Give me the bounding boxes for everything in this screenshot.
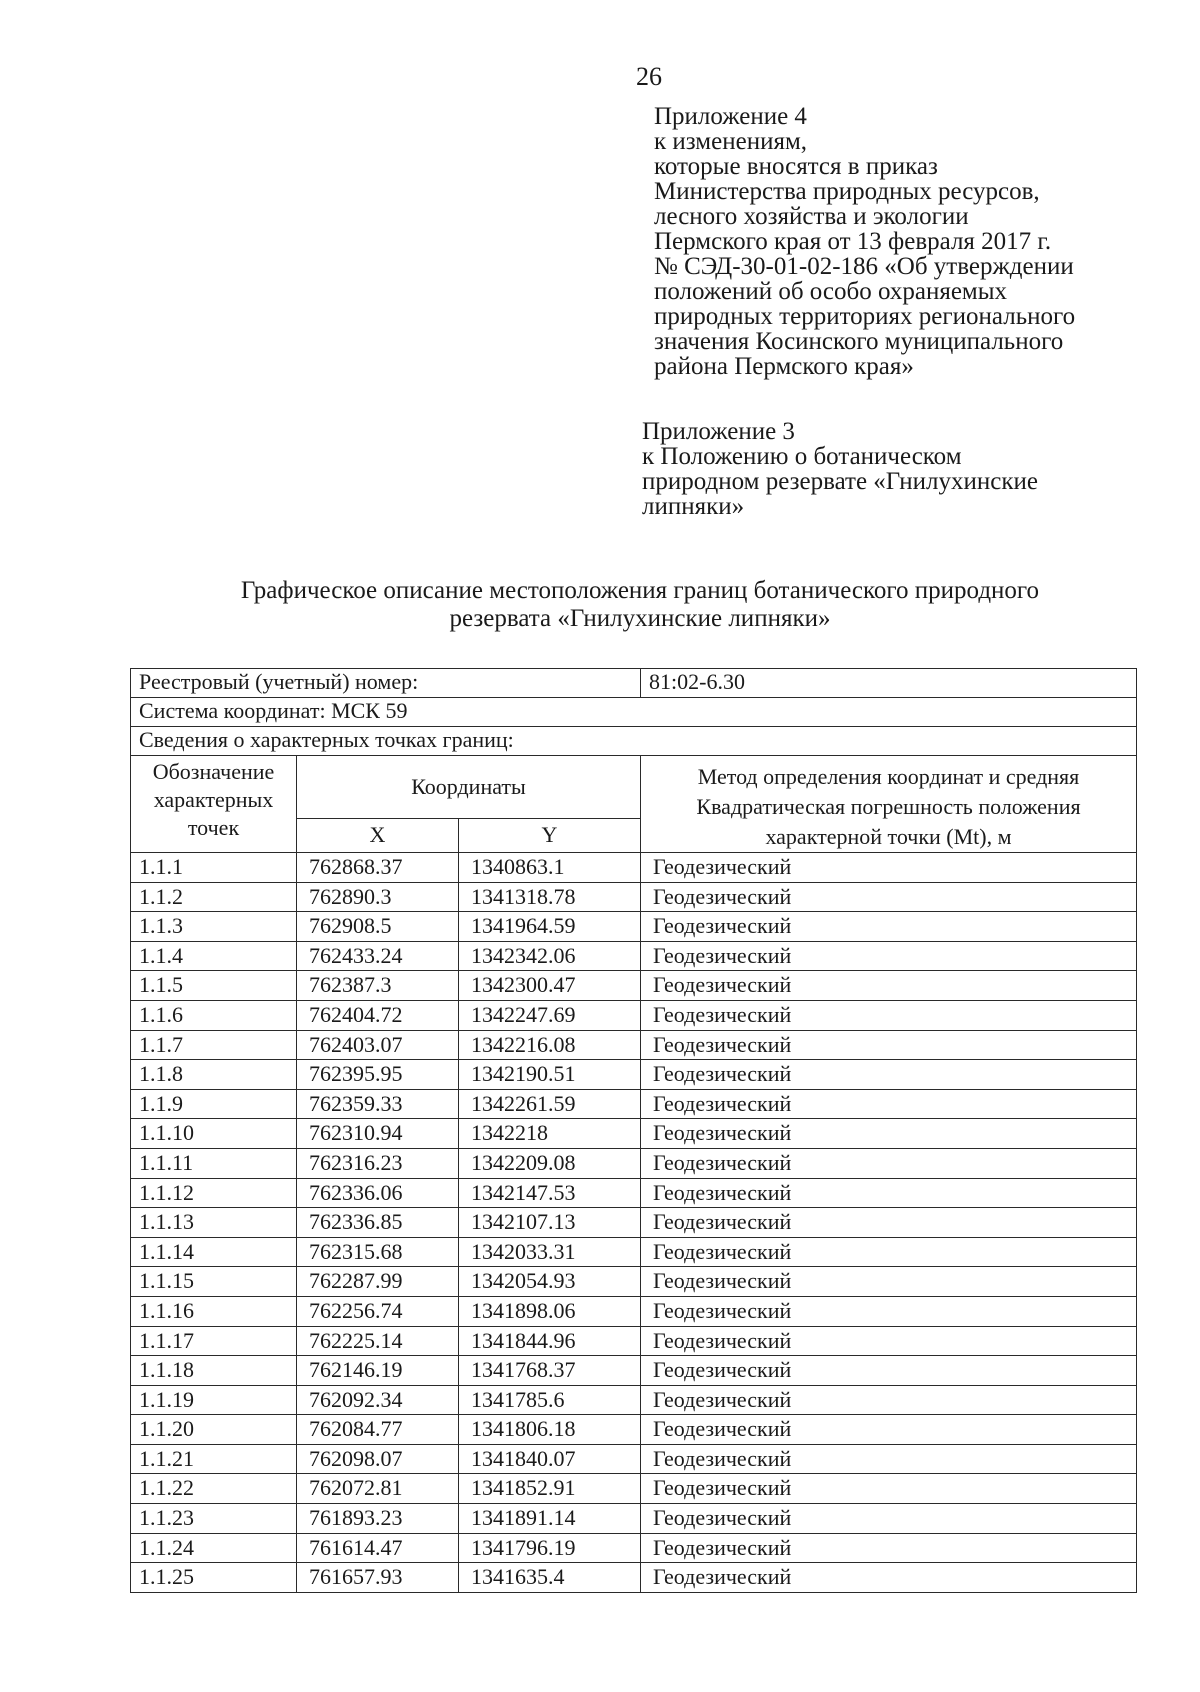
point-cell: 1.1.10 [131,1119,297,1149]
x-cell: 761657.93 [297,1563,459,1593]
x-cell: 762310.94 [297,1119,459,1149]
point-cell: 1.1.25 [131,1563,297,1593]
table-row [131,1000,1137,1030]
table-row [131,1385,1137,1415]
point-cell: 1.1.22 [131,1474,297,1504]
appendix-4-line: Пермского края от 13 февраля 2017 г. [654,228,1052,255]
x-cell: 762287.99 [297,1267,459,1297]
y-cell: 1341840.07 [459,1444,641,1474]
x-cell: 762433.24 [297,941,459,971]
page-number: 26 [636,62,662,91]
method-cell: Геодезический [641,971,1137,1001]
appendix-4-line: значения Косинского муниципального [654,328,1064,355]
method-cell: Геодезический [641,1385,1137,1415]
coord-system: Система координат: МСК 59 [131,698,1137,727]
y-cell: 1341785.6 [459,1385,641,1415]
table-row [131,1178,1137,1208]
x-cell: 761614.47 [297,1533,459,1563]
x-cell: 762404.72 [297,1000,459,1030]
table-row [131,1533,1137,1563]
registry-label: Реестровый (учетный) номер: [131,669,641,698]
document-title-line: Графическое описание местоположения границ ботанического природного [240,577,1040,604]
y-cell: 1341318.78 [459,882,641,912]
table-row [131,1237,1137,1267]
point-cell: 1.1.21 [131,1444,297,1474]
y-cell: 1342147.53 [459,1178,641,1208]
method-cell: Геодезический [641,941,1137,971]
y-cell: 1342190.51 [459,1060,641,1090]
x-cell: 762092.34 [297,1385,459,1415]
y-cell: 1342300.47 [459,971,641,1001]
y-cell: 1342216.08 [459,1030,641,1060]
table-row [131,1148,1137,1178]
x-cell: 762072.81 [297,1474,459,1504]
method-cell: Геодезический [641,1237,1137,1267]
x-cell: 762315.68 [297,1237,459,1267]
method-cell: Геодезический [641,1356,1137,1386]
appendix-3-line: липняки» [642,493,745,520]
x-cell: 762336.85 [297,1208,459,1238]
method-cell: Геодезический [641,882,1137,912]
table-row [131,882,1137,912]
table-row [131,971,1137,1001]
coordinates-table [130,668,1137,1593]
appendix-4-line: лесного хозяйства и экологии [654,203,969,230]
point-cell: 1.1.13 [131,1208,297,1238]
x-cell: 761893.23 [297,1504,459,1534]
document-title-line: резервата «Гнилухинские липняки» [449,605,831,632]
y-cell: 1342218 [459,1119,641,1149]
y-cell: 1340863.1 [459,853,641,883]
table-row [131,1089,1137,1119]
y-cell: 1341844.96 [459,1326,641,1356]
method-cell: Геодезический [641,1089,1137,1119]
method-cell: Геодезический [641,1533,1137,1563]
point-cell: 1.1.17 [131,1326,297,1356]
point-cell: 1.1.3 [131,912,297,942]
header-row [131,756,1137,819]
table-row [131,1060,1137,1090]
points-info-row [131,727,1137,756]
header-point: Обозначение характерных точек [131,756,297,853]
appendix-4-line: Министерства природных ресурсов, [654,178,1040,205]
table-row [131,853,1137,883]
appendix-3-header [642,419,1162,519]
method-cell: Геодезический [641,1504,1137,1534]
method-cell: Геодезический [641,1444,1137,1474]
y-cell: 1342054.93 [459,1267,641,1297]
x-cell: 762336.06 [297,1178,459,1208]
appendix-3-line: Приложение 3 [642,418,795,445]
table-row [131,1296,1137,1326]
table-row [131,1474,1137,1504]
point-cell: 1.1.6 [131,1000,297,1030]
x-cell: 762098.07 [297,1444,459,1474]
point-cell: 1.1.5 [131,971,297,1001]
table-row [131,941,1137,971]
point-cell: 1.1.9 [131,1089,297,1119]
table-row [131,1504,1137,1534]
y-cell: 1342342.06 [459,941,641,971]
method-cell: Геодезический [641,1060,1137,1090]
x-cell: 762403.07 [297,1030,459,1060]
point-cell: 1.1.8 [131,1060,297,1090]
y-cell: 1341898.06 [459,1296,641,1326]
appendix-4-line: природных территориях регионального [654,303,1076,330]
appendix-4-line: района Пермского края» [654,353,914,380]
registry-value: 81:02-6.30 [641,669,1137,698]
y-cell: 1341806.18 [459,1415,641,1445]
method-cell: Геодезический [641,1326,1137,1356]
points-info: Сведения о характерных точках границ: [131,727,1137,756]
registry-row [131,669,1137,698]
method-cell: Геодезический [641,1296,1137,1326]
x-cell: 762256.74 [297,1296,459,1326]
header-y: Y [459,818,641,852]
y-cell: 1342247.69 [459,1000,641,1030]
header-coordinates: Координаты [297,756,641,819]
table-row [131,1326,1137,1356]
y-cell: 1341635.4 [459,1563,641,1593]
method-cell: Геодезический [641,853,1137,883]
appendix-4-line: № СЭД-30-01-02-186 «Об утверждении [654,253,1074,280]
method-cell: Геодезический [641,1119,1137,1149]
y-cell: 1341768.37 [459,1356,641,1386]
table-row [131,1415,1137,1445]
document-title [130,577,1150,633]
point-cell: 1.1.23 [131,1504,297,1534]
point-cell: 1.1.19 [131,1385,297,1415]
method-cell: Геодезический [641,1415,1137,1445]
appendix-4-header [654,104,1174,379]
x-cell: 762890.3 [297,882,459,912]
x-cell: 762387.3 [297,971,459,1001]
point-cell: 1.1.14 [131,1237,297,1267]
point-cell: 1.1.11 [131,1148,297,1178]
x-cell: 762316.23 [297,1148,459,1178]
table-row [131,1119,1137,1149]
x-cell: 762084.77 [297,1415,459,1445]
method-cell: Геодезический [641,912,1137,942]
appendix-4-line: которые вносятся в приказ [654,153,938,180]
table-row [131,1563,1137,1593]
x-cell: 762225.14 [297,1326,459,1356]
y-cell: 1342261.59 [459,1089,641,1119]
appendix-3-line: природном резервате «Гнилухинские [642,468,1039,495]
header-method: Метод определения координат и средняя Квадратическая погрешность положения характерной точки (Mt), м [641,756,1137,853]
method-cell: Геодезический [641,1208,1137,1238]
method-cell: Геодезический [641,1148,1137,1178]
method-cell: Геодезический [641,1030,1137,1060]
y-cell: 1341891.14 [459,1504,641,1534]
x-cell: 762359.33 [297,1089,459,1119]
point-cell: 1.1.12 [131,1178,297,1208]
y-cell: 1341852.91 [459,1474,641,1504]
x-cell: 762146.19 [297,1356,459,1386]
appendix-4-line: Приложение 4 [654,103,807,130]
x-cell: 762395.95 [297,1060,459,1090]
method-cell: Геодезический [641,1178,1137,1208]
appendix-4-line: к изменениям, [654,128,808,155]
method-cell: Геодезический [641,1563,1137,1593]
x-cell: 762908.5 [297,912,459,942]
x-cell: 762868.37 [297,853,459,883]
point-cell: 1.1.15 [131,1267,297,1297]
point-cell: 1.1.18 [131,1356,297,1386]
appendix-3-line: к Положению о ботаническом [642,443,962,470]
y-cell: 1342033.31 [459,1237,641,1267]
y-cell: 1342209.08 [459,1148,641,1178]
appendix-4-line: положений об особо охраняемых [654,278,1008,305]
coord-system-row [131,698,1137,727]
method-cell: Геодезический [641,1267,1137,1297]
table-row [131,1444,1137,1474]
point-cell: 1.1.1 [131,853,297,883]
point-cell: 1.1.7 [131,1030,297,1060]
table-row [131,1267,1137,1297]
point-cell: 1.1.20 [131,1415,297,1445]
point-cell: 1.1.2 [131,882,297,912]
point-cell: 1.1.16 [131,1296,297,1326]
y-cell: 1342107.13 [459,1208,641,1238]
method-cell: Геодезический [641,1474,1137,1504]
header-x: X [297,818,459,852]
method-cell: Геодезический [641,1000,1137,1030]
table-row [131,1030,1137,1060]
table-row [131,912,1137,942]
table-row [131,1356,1137,1386]
y-cell: 1341796.19 [459,1533,641,1563]
table-row [131,1208,1137,1238]
point-cell: 1.1.24 [131,1533,297,1563]
point-cell: 1.1.4 [131,941,297,971]
y-cell: 1341964.59 [459,912,641,942]
